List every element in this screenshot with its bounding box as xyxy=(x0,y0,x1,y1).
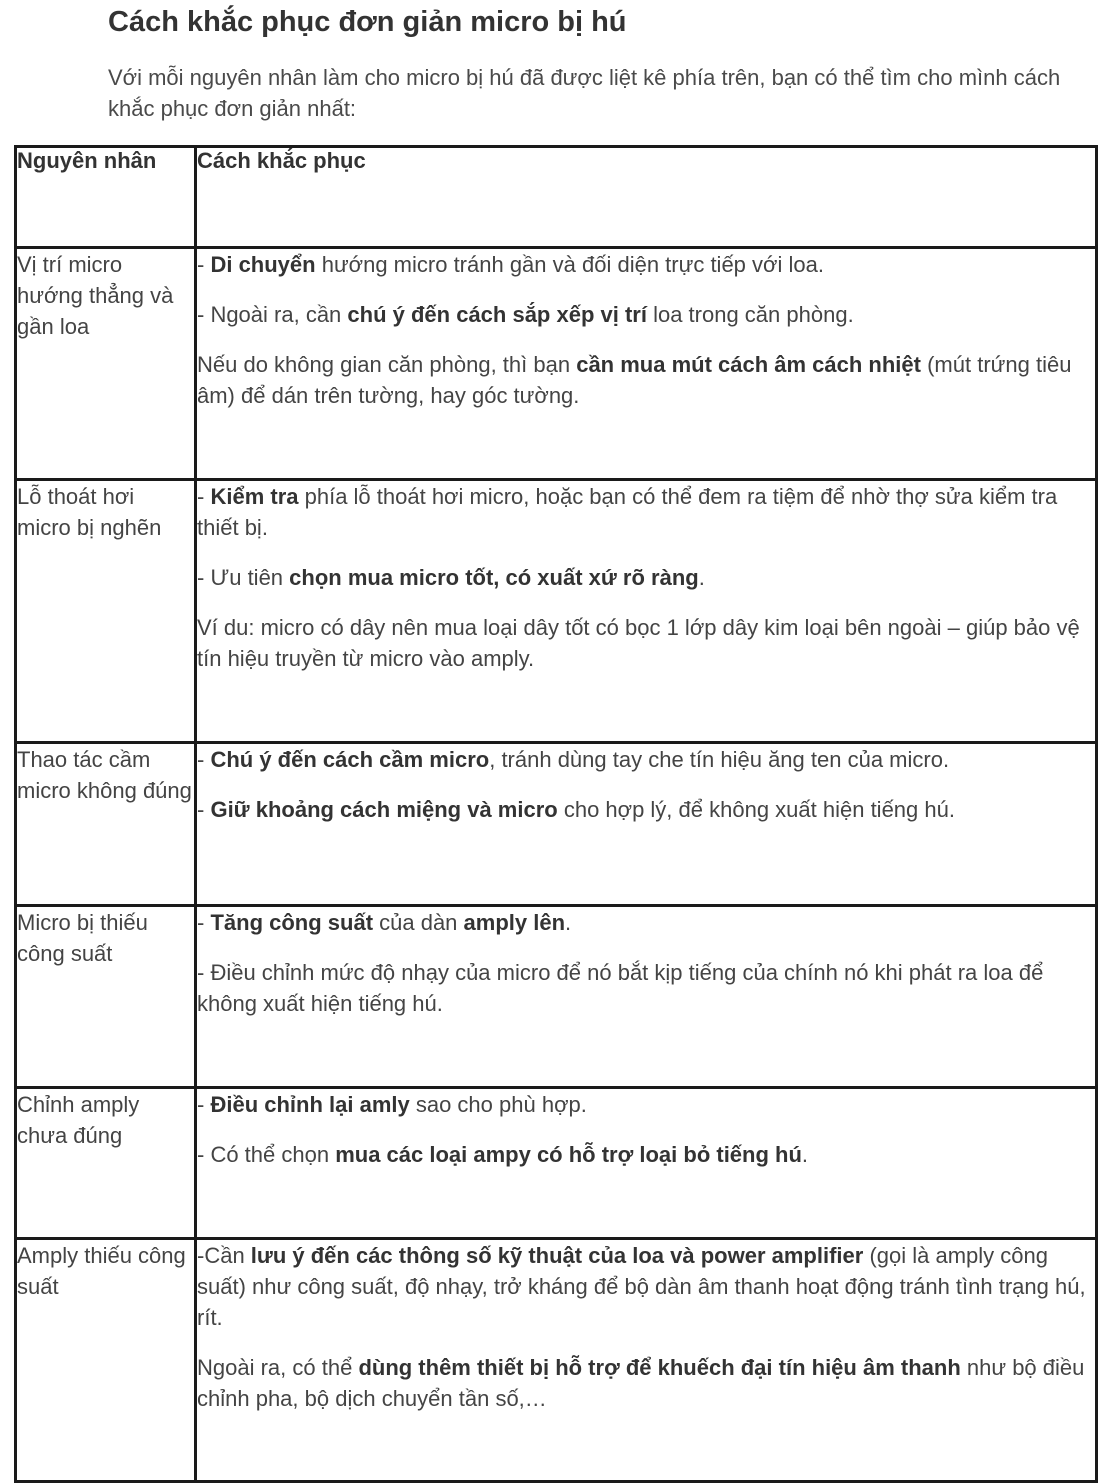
bold-text: Tăng công suất xyxy=(210,910,374,935)
fix-paragraph xyxy=(197,1352,1095,1414)
text-run: - Ngoài ra, cần xyxy=(197,302,348,327)
fix-cell xyxy=(196,480,1097,743)
text-run: (mút trứng tiêu âm) để dán trên tường, hay góc tường. xyxy=(197,352,1072,408)
text-run: Nếu do không gian căn phòng, thì bạn xyxy=(197,352,577,377)
header-fix: Cách khắc phục xyxy=(196,147,1097,248)
text-run: - Có thể chọn xyxy=(197,1142,336,1167)
fix-paragraph xyxy=(197,1139,1095,1170)
intro-paragraph: Với mỗi nguyên nhân làm cho micro bị hú đã được liệt kê phía trên, bạn có thể tìm cho mình cách khắc phục đơn giản nhất: xyxy=(108,65,1061,121)
text-run: Ngoài ra, có thể xyxy=(197,1355,359,1380)
bold-text: Di chuyển xyxy=(210,252,316,277)
text-run: hướng micro tránh gần và đối diện trực tiếp với loa. xyxy=(315,252,824,277)
text-run: Ví du: micro có dây nên mua loại dây tốt có bọc 1 lớp dây kim loại bên ngoài – giúp bảo vệ tín hiệu truyền từ micro vào amply. xyxy=(197,615,1080,671)
fix-cell xyxy=(196,743,1097,906)
fix-paragraph xyxy=(197,957,1095,1019)
header-cause: Nguyên nhân xyxy=(16,147,196,248)
fix-cell xyxy=(196,248,1097,480)
bold-text: chọn mua micro tốt, có xuất xứ rõ ràng xyxy=(289,565,699,590)
fix-paragraph xyxy=(197,299,1095,330)
text-run: loa trong căn phòng. xyxy=(646,302,854,327)
text-run: . xyxy=(565,910,572,935)
text-run: (gọi là amply công suất) như công suất, độ nhạy, trở kháng để bộ dàn âm thanh hoạt động tránh tình trạng hú, rít. xyxy=(197,1243,1086,1330)
cause-cell: Vị trí micro hướng thẳng và gần loa xyxy=(16,248,196,480)
fix-table xyxy=(14,145,1098,1483)
cause-cell: Lỗ thoát hơi micro bị nghẽn xyxy=(16,480,196,743)
table-header-row xyxy=(16,147,1097,248)
table-row xyxy=(16,480,1097,743)
fix-paragraph xyxy=(197,907,1095,938)
bold-text: cần mua mút cách âm cách nhiệt xyxy=(576,352,921,377)
text-run: - xyxy=(197,797,211,822)
bold-text: chú ý đến cách sắp xếp vị trí xyxy=(347,302,647,327)
fix-paragraph xyxy=(197,744,1095,775)
table-row xyxy=(16,1088,1097,1239)
fix-cell xyxy=(196,1239,1097,1482)
fix-paragraph xyxy=(197,612,1095,674)
text-run: . xyxy=(801,1142,809,1167)
fix-paragraph xyxy=(197,481,1095,543)
bold-text: Kiểm tra xyxy=(210,484,299,509)
text-run: - xyxy=(197,252,211,277)
text-run: , tránh dùng tay che tín hiệu ăng ten của micro. xyxy=(489,747,950,772)
text-run: - Điều chỉnh mức độ nhạy của micro để nó bắt kịp tiếng của chính nó khi phát ra loa để không xuất hiện tiếng hú. xyxy=(197,960,1044,1016)
fix-paragraph xyxy=(197,349,1095,411)
cause-cell: Amply thiếu công suất xyxy=(16,1239,196,1482)
table-row xyxy=(16,906,1097,1088)
text-run: cho hợp lý, để không xuất hiện tiếng hú. xyxy=(557,797,955,822)
text-run: - Ưu tiên xyxy=(197,565,290,590)
text-run: - xyxy=(197,1092,211,1117)
table-row xyxy=(16,248,1097,480)
text-run: . xyxy=(698,565,705,590)
bold-text: Giữ khoảng cách miệng và micro xyxy=(210,797,558,822)
text-run: như bộ điều chỉnh pha, bộ dịch chuyển tần số,… xyxy=(197,1355,1085,1411)
text-run: phía lỗ thoát hơi micro, hoặc bạn có thể đem ra tiệm để nhờ thợ sửa kiểm tra thiết bị. xyxy=(197,484,1058,540)
fix-paragraph xyxy=(197,562,1095,593)
text-run: của dàn xyxy=(373,910,464,935)
text-run: - xyxy=(197,484,211,509)
text-run: - xyxy=(197,910,211,935)
fix-paragraph xyxy=(197,1240,1095,1333)
page-heading: Cách khắc phục đơn giản micro bị hú xyxy=(108,6,627,38)
cause-cell: Thao tác cầm micro không đúng xyxy=(16,743,196,906)
table-row xyxy=(16,1239,1097,1482)
fix-cell xyxy=(196,906,1097,1088)
text-run: -Cần xyxy=(197,1243,251,1268)
fix-paragraph xyxy=(197,1089,1095,1120)
table-row xyxy=(16,743,1097,906)
fix-paragraph xyxy=(197,249,1095,280)
cause-cell: Chỉnh amply chưa đúng xyxy=(16,1088,196,1239)
cause-cell: Micro bị thiếu công suất xyxy=(16,906,196,1088)
fix-paragraph xyxy=(197,794,1095,825)
bold-text: Chú ý đến cách cầm micro xyxy=(210,747,490,772)
bold-text: Điều chỉnh lại amly xyxy=(210,1092,410,1117)
bold-text: amply lên xyxy=(463,910,566,935)
text-run: - xyxy=(197,747,211,772)
fix-cell xyxy=(196,1088,1097,1239)
bold-text: dùng thêm thiết bị hỗ trợ để khuếch đại tín hiệu âm thanh xyxy=(358,1355,961,1380)
bold-text: mua các loại ampy có hỗ trợ loại bỏ tiếng hú xyxy=(335,1142,802,1167)
bold-text: lưu ý đến các thông số kỹ thuật của loa và power amplifier xyxy=(250,1243,864,1268)
text-run: sao cho phù hợp. xyxy=(409,1092,587,1117)
